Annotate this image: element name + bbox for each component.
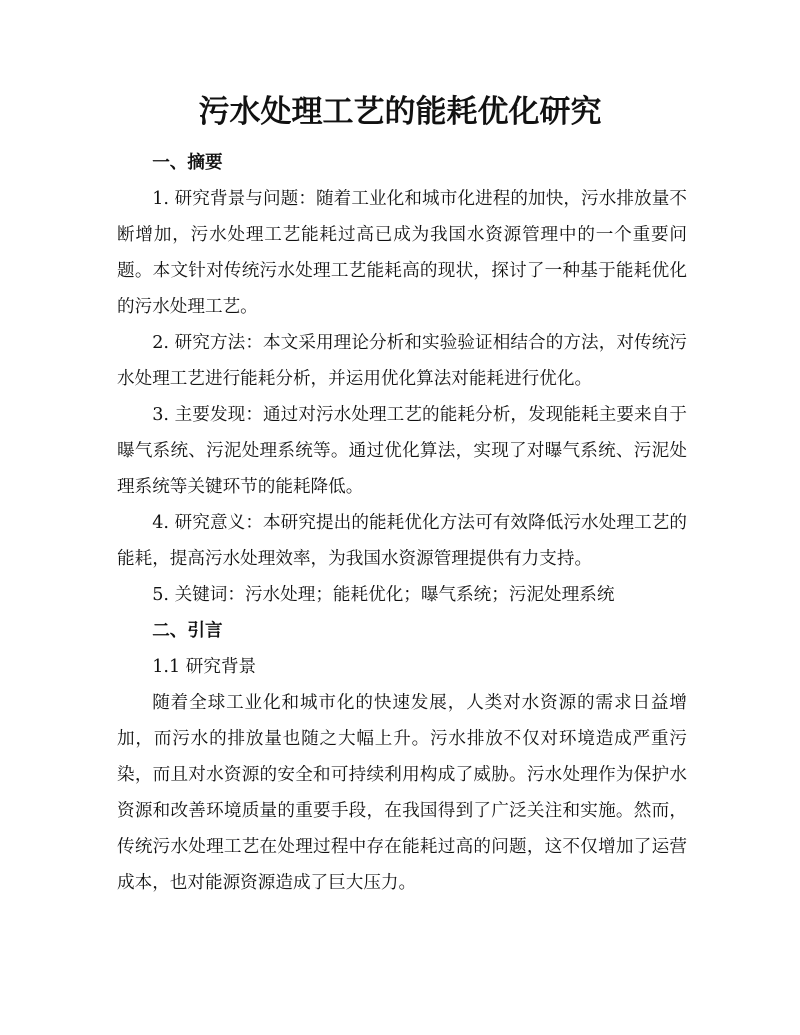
abstract-item-background: 1. 研究背景与问题：随着工业化和城市化进程的加快，污水排放量不断增加，污水处理工艺能耗过高已成为我国水资源管理中的一个重要问题。本文针对传统污水处理工艺能耗高的现状，探讨了一种基于能耗优化的污水处理工艺。 [117,189,687,317]
research-background-paragraph: 随着全球工业化和城市化的快速发展，人类对水资源的需求日益增加，而污水的排放量也随之大幅上升。污水排放不仅对环境造成严重污染，而且对水资源的安全和可持续利用构成了威胁。污水处理作为保护水资源和改善环境质量的重要手段，在我国得到了广泛关注和实施。然而，传统污水处理工艺在处理过程中存在能耗过高的问题，这不仅增加了运营成本，也对能源资源造成了巨大压力。 [117,693,687,893]
abstract-heading: 一、摘要 [152,153,223,173]
document-body [117,145,687,901]
abstract-item-significance: 4. 研究意义：本研究提出的能耗优化方法可有效降低污水处理工艺的能耗，提高污水处理效率，为我国水资源管理提供有力支持。 [117,513,687,569]
introduction-heading: 二、引言 [152,621,223,641]
abstract-item-method: 2. 研究方法：本文采用理论分析和实验验证相结合的方法，对传统污水处理工艺进行能耗分析，并运用优化算法对能耗进行优化。 [117,333,687,389]
abstract-item-findings: 3. 主要发现：通过对污水处理工艺的能耗分析，发现能耗主要来自于曝气系统、污泥处理系统等。通过优化算法，实现了对曝气系统、污泥处理系统等关键环节的能耗降低。 [117,405,687,497]
abstract-item-keywords: 5. 关键词：污水处理；能耗优化；曝气系统；污泥处理系统 [152,585,615,605]
research-background-subheading: 1.1 研究背景 [152,657,257,677]
document-title: 污水处理工艺的能耗优化研究 [198,94,602,130]
